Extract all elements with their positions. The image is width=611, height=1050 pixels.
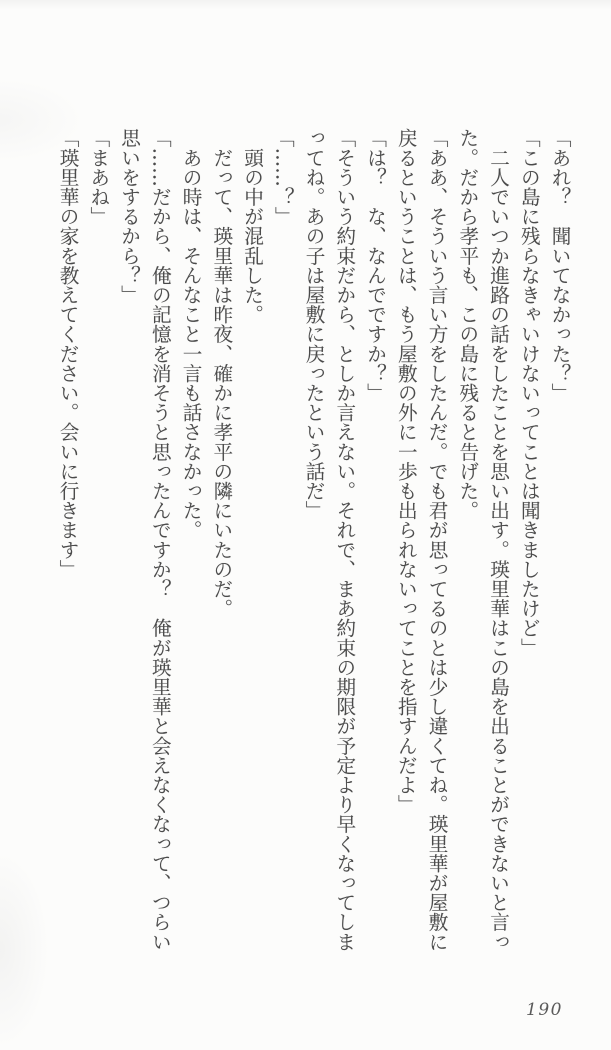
paragraph: だって、瑛里華は昨夜、確かに孝平の隣にいたのだ。 [209, 128, 233, 618]
text-block [51, 128, 574, 954]
page-number: 190 [526, 1000, 563, 1020]
paragraph: 「この島に残らなきゃいけないってことは聞きましたけど」 [517, 128, 541, 658]
paragraph: 頭の中が混乱した。 [240, 128, 264, 324]
paragraph: 「……？」 [271, 128, 295, 226]
paragraph: 「そういう約束だから、としか言えない。それで、まあ約束の期限が予定より早くなってしま ってね。あの子は屋敷に戻ったという話だ」 [302, 128, 356, 952]
paragraph: 「まあね」 [86, 128, 110, 226]
paragraph: 二人でいつか進路の話をしたことを思い出す。瑛里華はこの島を出ることができないと言っ た。だから孝平も、この島に残ると告げた。 [455, 128, 510, 952]
paragraph: あの時は、そんなこと一言も話さなかった。 [179, 128, 202, 540]
paragraph: 「ああ、そういう言い方をしたんだ。でも君が思ってるのとは少し違くてね。瑛里華が屋敷に 戻るということは、もう屋敷の外に一歩も出られないってことを指すんだよ」 [394, 128, 448, 952]
paragraph: 「は？ な、なんでですか？」 [363, 128, 387, 403]
paragraph: 「あれ？ 聞いてなかった？」 [548, 128, 571, 403]
paragraph: 「……だから、俺の記憶を消そうと思ったんですか？ 俺が瑛里華と会えなくなって、つらい 思いをするから？」 [117, 128, 172, 952]
paragraph: 「瑛里華の家を教えてください。会いに行きます」 [56, 128, 79, 579]
